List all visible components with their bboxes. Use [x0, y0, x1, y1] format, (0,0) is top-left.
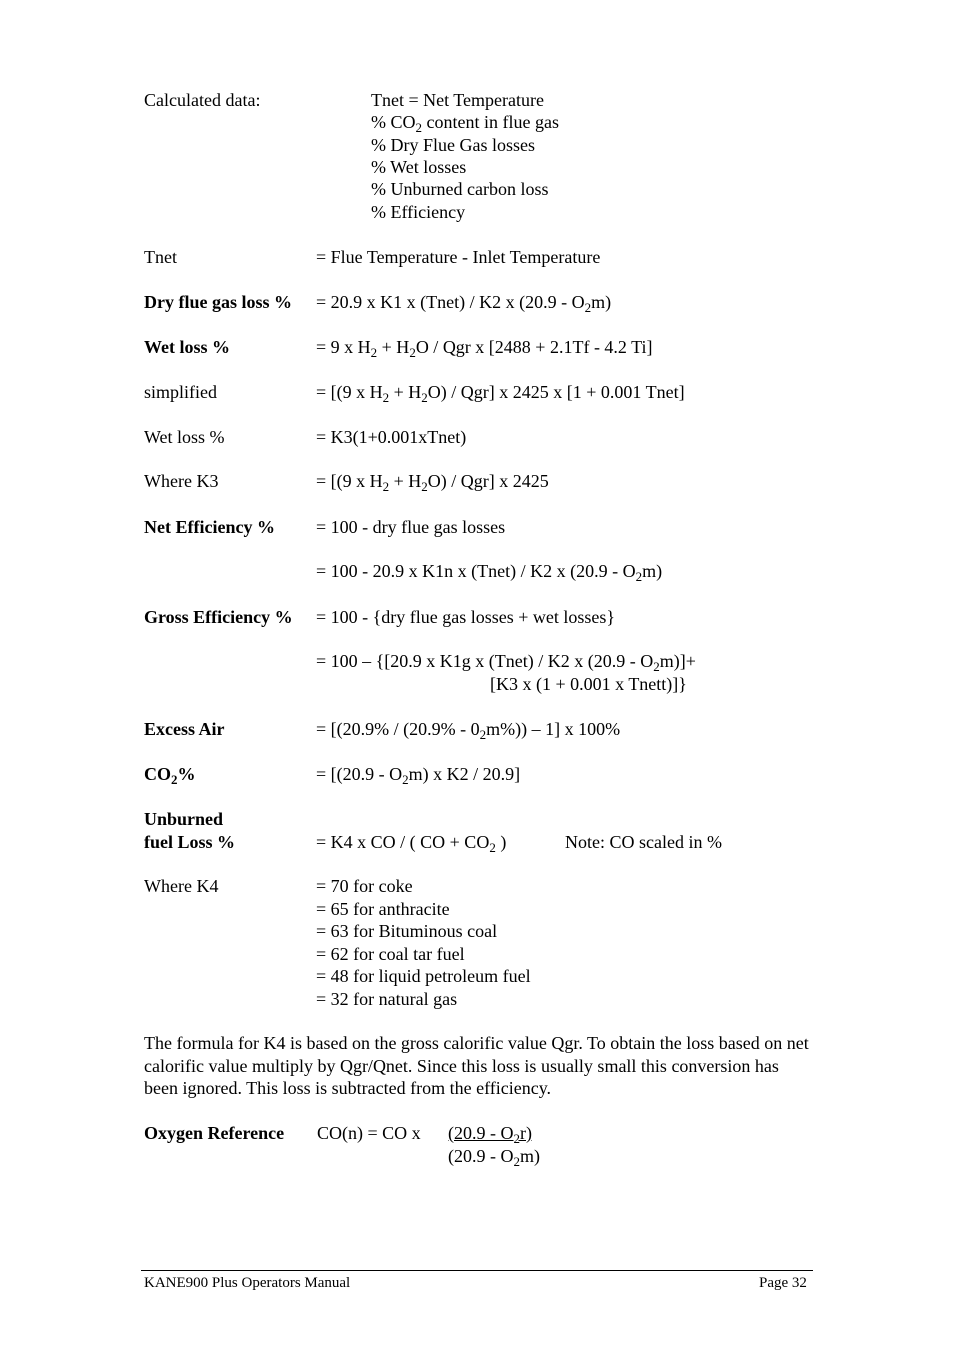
calc-item-wet: % Wet losses: [371, 157, 467, 177]
oxygen-lhs: CO(n) = CO x: [317, 1123, 421, 1143]
gross-formula-2: = 100 – {[20.9 x K1g x (Tnet) / K2 x $(20.9 - O_2m)]+$: [316, 651, 696, 674]
simplified-label: simplified: [144, 382, 217, 402]
k4-item: = 62 for coal tar fuel: [316, 944, 465, 964]
unburned-note: Note: CO scaled in %: [565, 832, 722, 852]
excess-label: Excess Air: [144, 719, 225, 739]
net-formula-2: = 100 - 20.9 x K1n x (Tnet) / K2 x $(20.9 - O_2m)$: [316, 561, 663, 584]
wet2-label: Wet loss %: [144, 427, 225, 447]
wet2-formula: = K3(1+0.001xTnet): [316, 427, 467, 447]
net-label: Net Efficiency %: [144, 517, 275, 537]
k4-item: = 65 for anthracite: [316, 899, 450, 919]
tnet-formula: = Flue Temperature - Inlet Temperature: [316, 247, 601, 267]
gross-label: Gross Efficiency %: [144, 607, 293, 627]
k4-item: = 32 for natural gas: [316, 989, 458, 1009]
excess-formula: = $[(20.9\% / (20.9\% - 0_2m\%)) - 1]$ x 100%: [316, 719, 621, 742]
footer-rule: [141, 1270, 813, 1271]
wet-formula: = 9 x $H_2 + H_2O$ / Qgr x [2488 + 2.1Tf - 4.2 Ti]: [316, 337, 653, 360]
co2-formula: = [$(20.9 - O_2m)$ x K2 / 20.9]: [316, 764, 521, 787]
wet-label: Wet loss %: [144, 337, 231, 357]
k3-label: Where K3: [144, 471, 219, 491]
gross-formula-3: [K3 x (1 + 0.001 x Tnett)]}: [490, 674, 687, 694]
oxygen-label: Oxygen Reference: [144, 1123, 285, 1143]
calc-item-dry: % Dry Flue Gas losses: [371, 135, 535, 155]
k4-explanation-paragraph: The formula for K4 is based on the gross calorific value Qgr. To obtain the loss based on net calorific value multiply by Qgr/Qnet. Since this loss is usually small this conversion has been ignored. This loss is subtracted from the efficiency.: [144, 1033, 809, 1098]
k3-formula: = [(9 x $H_2 + H_2O) / Qgr$] x 2425: [316, 471, 549, 494]
net-formula-1: = 100 - dry flue gas losses: [316, 517, 506, 537]
k4-item: = 70 for coke: [316, 876, 413, 896]
calc-item-unburned: % Unburned carbon loss: [371, 179, 549, 199]
oxygen-numerator: $(20.9 - O_2r)$: [448, 1123, 532, 1146]
calc-item-efficiency: % Efficiency: [371, 202, 466, 222]
footer-title: KANE900 Plus Operators Manual: [144, 1275, 351, 1291]
calc-item-tnet: Tnet = Net Temperature: [371, 90, 544, 110]
co2-label: $CO_2\%$: [144, 764, 196, 787]
unburned-formula: = K4 x CO / ( CO + $CO_2$ ): [316, 832, 507, 855]
dry-formula: = 20.9 x K1 x (Tnet) / K2 x $(20.9 - O_2m)$: [316, 292, 612, 315]
unburned-label-2: fuel Loss %: [144, 832, 236, 852]
tnet-label: Tnet: [144, 247, 177, 267]
calc-label: Calculated data:: [144, 90, 261, 110]
k4-item: = 63 for Bituminous coal: [316, 921, 498, 941]
unburned-label-1: Unburned: [144, 809, 224, 829]
dry-label: Dry flue gas loss %: [144, 292, 292, 312]
oxygen-denominator: $(20.9 - O_2m)$: [448, 1146, 540, 1169]
calc-item-co2: % $CO_2$ content in flue gas: [371, 112, 559, 135]
k4-label: Where K4: [144, 876, 219, 896]
gross-formula-1: = 100 - {dry flue gas losses + wet losses}: [316, 607, 616, 627]
page-number: Page 32: [759, 1275, 807, 1291]
simplified-formula: = [(9 x $H_2 + H_2O) / Qgr$] x 2425 x [1 + 0.001 Tnet]: [316, 382, 685, 405]
k4-item: = 48 for liquid petroleum fuel: [316, 966, 531, 986]
